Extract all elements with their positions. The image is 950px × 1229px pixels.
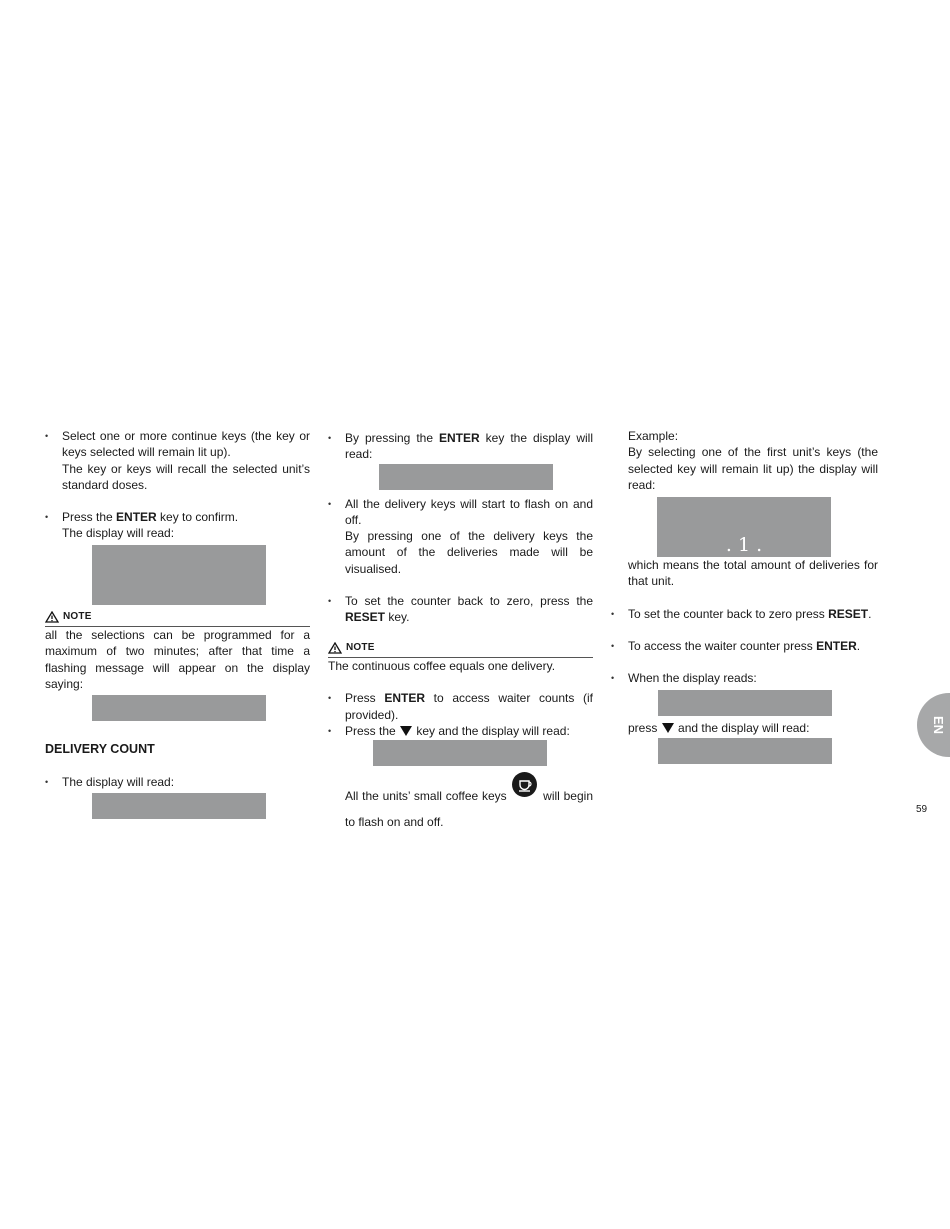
display-box [373,740,547,766]
bullet-text: • Press the key and the display will read: [345,723,570,738]
display-box [379,464,553,490]
display-box [658,690,832,716]
note-heading: NOTE [45,609,310,627]
display-box-example [657,497,831,557]
bullet-waiter-counter [611,638,878,654]
column-3 [611,428,878,764]
bullet-text: • Select one or more continue keys (the key or keys selected will remain lit up). [62,429,310,460]
note-heading: NOTE [328,640,593,658]
bullet-text: • To access the waiter counter press ENTER. [628,639,861,654]
bullet-press-down-key [328,723,593,739]
bullet-select-continue-keys [45,428,310,493]
column-2 [328,430,593,835]
bullet-display-reads [611,670,878,686]
column-1 [45,428,310,819]
note-text: The continuous coffee equals one delivery. [328,658,556,673]
bullet-text: • By pressing the ENTER key the display will read: [345,431,594,462]
bullet-reset-counter [328,593,593,626]
lcd-text: . 1 . [725,533,763,556]
display-box [658,738,832,764]
key-name: RESET [828,606,869,621]
coffee-keys-text: All the units’ small coffee keys will begin to flash on and off. [328,772,593,835]
display-box [92,545,266,605]
page-number: 59 [916,804,928,815]
bullet-text: • The display will read: [62,774,175,789]
which-means-text: which means the total amount of deliveries for that unit. [628,558,878,589]
display-box [92,793,266,819]
bullet-press-enter-display [328,430,593,463]
small-coffee-cup-icon [512,772,537,797]
arrow-down-icon [662,723,674,733]
display-box [92,695,266,721]
bullet-delivery-keys-flash [328,496,593,577]
bullet-text: The key or keys will recall the selected unit’s standard doses. [62,461,310,492]
key-name: ENTER [439,431,480,445]
bullet-waiter-counts [328,690,593,723]
example-text: By selecting one of the first unit’s keys (the selected key will remain lit up) the display will read: [628,445,878,492]
key-name: ENTER [384,691,425,706]
bullet-text: By pressing one of the delivery keys the amount of the deliveries made will be visualised. [345,529,593,576]
note-text: all the selections can be programmed for a maximum of two minutes; after that time a flashing message will appear on the display saying: [45,628,310,691]
key-name: ENTER [816,639,857,654]
bullet-text: • When the display reads: [628,671,757,686]
bullet-text: • To set the counter back to zero press RESET. [628,606,872,621]
bullet-press-enter-confirm [45,509,310,542]
bullet-text: • All the delivery keys will start to flash on and off. [345,496,593,527]
bullet-text: • To set the counter back to zero, press the RESET key. [345,594,593,625]
language-tab-label: EN [931,716,946,735]
section-heading: DELIVERY COUNT [45,742,155,757]
warning-triangle-icon [328,642,342,654]
bullet-reset-counter [611,606,878,622]
arrow-down-icon [400,726,412,736]
bullet-text: • Press ENTER to access waiter counts (if provided). [345,691,593,722]
bullet-text: • Press the ENTER key to confirm. [62,510,239,525]
warning-triangle-icon [45,611,59,623]
bullet-text: The display will read: [62,526,175,541]
press-down-text: press and the display will read: [628,720,810,735]
key-name: RESET [345,610,386,625]
key-name: ENTER [116,510,157,525]
language-tab [917,693,950,757]
bullet-display-read [45,774,310,790]
example-label: Example: [628,429,679,443]
